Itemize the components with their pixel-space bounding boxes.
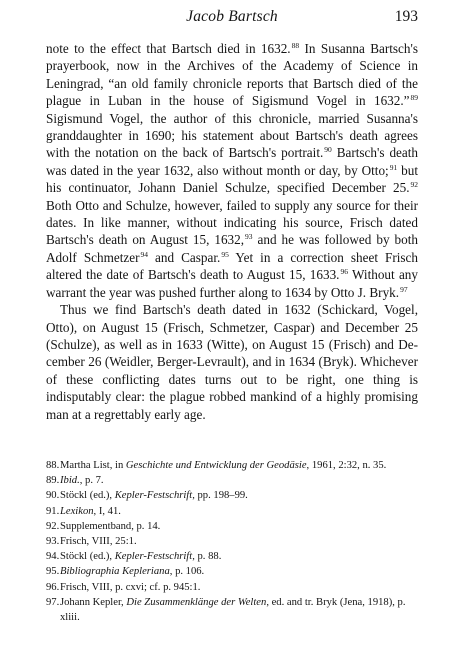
footnote-title: Kepler-Festschrift <box>114 551 193 563</box>
footnote <box>46 504 418 519</box>
text-run: Sigismund Vogel, the author of this chronicle, married Susanna's granddaughter in 1690; his statement about Bartsch's death agrees with the notation on the back of Bartsch's portrait. <box>46 110 418 161</box>
footnote-text: , p. 7. <box>79 475 104 487</box>
footnote-title: Ibid. <box>60 475 80 487</box>
footnote-ref: 96 <box>340 267 348 277</box>
main-text <box>46 40 418 423</box>
footnote-number: 88. <box>46 460 60 471</box>
footnote-ref: 92 <box>410 180 418 190</box>
footnote-number: 93. <box>46 536 60 548</box>
running-title: Jacob Bartsch <box>186 8 278 25</box>
footnote-text: , 1961, 2:32, n. 35. <box>306 460 387 471</box>
footnote <box>46 534 418 549</box>
footnote <box>46 488 418 503</box>
footnote <box>46 549 418 564</box>
footnote-ref: 93 <box>245 232 253 242</box>
footnote <box>46 595 418 625</box>
footnote-text: , p. 88. <box>192 551 222 563</box>
footnotes <box>46 458 418 625</box>
footnote-text: , I, 41. <box>93 505 121 517</box>
footnote-text: , ed. and tr. Bryk (Jena, 1918), p. xliii. <box>60 596 406 624</box>
footnote-number: 89. <box>46 475 60 487</box>
footnote-text: Frisch, VIII, 25:1. <box>60 536 137 548</box>
footnote-title: Bibliographia Kepleriana <box>60 566 170 578</box>
footnote-ref: 95 <box>221 249 229 259</box>
text-run: and he was followed by both Adolf Schmetzer <box>46 232 418 265</box>
footnote-number: 90. <box>46 490 60 502</box>
footnote-number: 96. <box>46 581 60 593</box>
text-run: but his continuator, Johann Daniel Schulze, specified December 25. <box>46 162 418 196</box>
footnote-number: 95. <box>46 566 60 578</box>
footnote-ref: 91 <box>389 162 398 172</box>
text-run: Both Otto and Schulze, however, failed to supply any source for their dates. In like manner, without indicating his source, Frisch dated Bartsch's death on August 15, 1632, <box>46 197 418 248</box>
footnote <box>46 458 418 473</box>
text-run: note to the effect that Bartsch died in 1632. <box>46 41 291 56</box>
text-run: Yet in a correction sheet Frisch altered the date of Bartsch's death to August 15, 1633. <box>46 249 419 283</box>
footnote-ref: 97 <box>400 284 408 294</box>
footnote <box>46 564 418 579</box>
paragraph-1 <box>46 40 418 301</box>
text-run: In Susanna Bartsch's prayerbook, now in the Archives of the Academy of Science in Leningrad, “an old family chronicle reports that Bartsch died of the plague in Luban in the house of Sigismund Vogel in 1632.” <box>46 41 418 109</box>
footnote-ref: 94 <box>140 249 148 259</box>
page-number: 193 <box>394 8 418 25</box>
footnote-text: , p. 106. <box>169 566 205 578</box>
paragraph-2: Thus we find Bartsch's death dated in 1632 (Schickard, Vogel, Otto), on August 15 (Frisch, Schmetzer, Caspar) and December 25 (Schulze), as well as in 1633 (Witte), on August 15 (Frisch) and December 26 (Weidler, Berger-Levrault), and in 1634 (Bryk). Whichever of these conflicting dates turns out to be right, one thing is indisputably clear: the plague robbed mankind of a highly promising man at a regrettably early age. <box>46 302 418 422</box>
footnote-ref: 88 <box>291 41 300 50</box>
footnote-text: Martha List, in <box>60 460 126 471</box>
running-header <box>46 8 418 30</box>
footnote-text: Johann Kepler, <box>60 596 127 608</box>
footnote-ref: 89 <box>410 93 418 103</box>
footnote <box>46 580 418 595</box>
footnote-ref: 90 <box>324 145 332 155</box>
footnote-text: Frisch, VIII, p. cxvi; cf. p. 945:1. <box>60 581 201 593</box>
footnote-text: , pp. 198–99. <box>192 490 248 502</box>
footnote-title: Kepler-Festschrift <box>114 490 193 502</box>
footnote-title: Die Zusammenklänge der Welten <box>126 596 267 608</box>
footnote-text: Stöckl (ed.), <box>60 551 115 563</box>
text-run: Without any warrant the year was pushed further along to 1634 by Otto J. Bryk. <box>46 267 418 300</box>
text-run: and Caspar. <box>147 249 221 265</box>
footnote <box>46 473 418 488</box>
footnote-number: 97. <box>46 596 60 608</box>
footnote <box>46 519 418 534</box>
footnote-text: Stöckl (ed.), <box>60 490 115 502</box>
footnote-number: 92. <box>46 520 60 532</box>
footnote-number: 94. <box>46 551 60 563</box>
footnote-number: 91. <box>46 505 60 517</box>
text-run: Bartsch's death was dated in the year 1632, also without month or day, by Otto; <box>46 145 419 178</box>
footnote-text: Supplementband, p. 14. <box>60 520 161 532</box>
footnote-title: Lexikon <box>60 505 94 517</box>
footnote-title: Geschichte und Entwicklung der Geodäsie <box>125 460 307 471</box>
